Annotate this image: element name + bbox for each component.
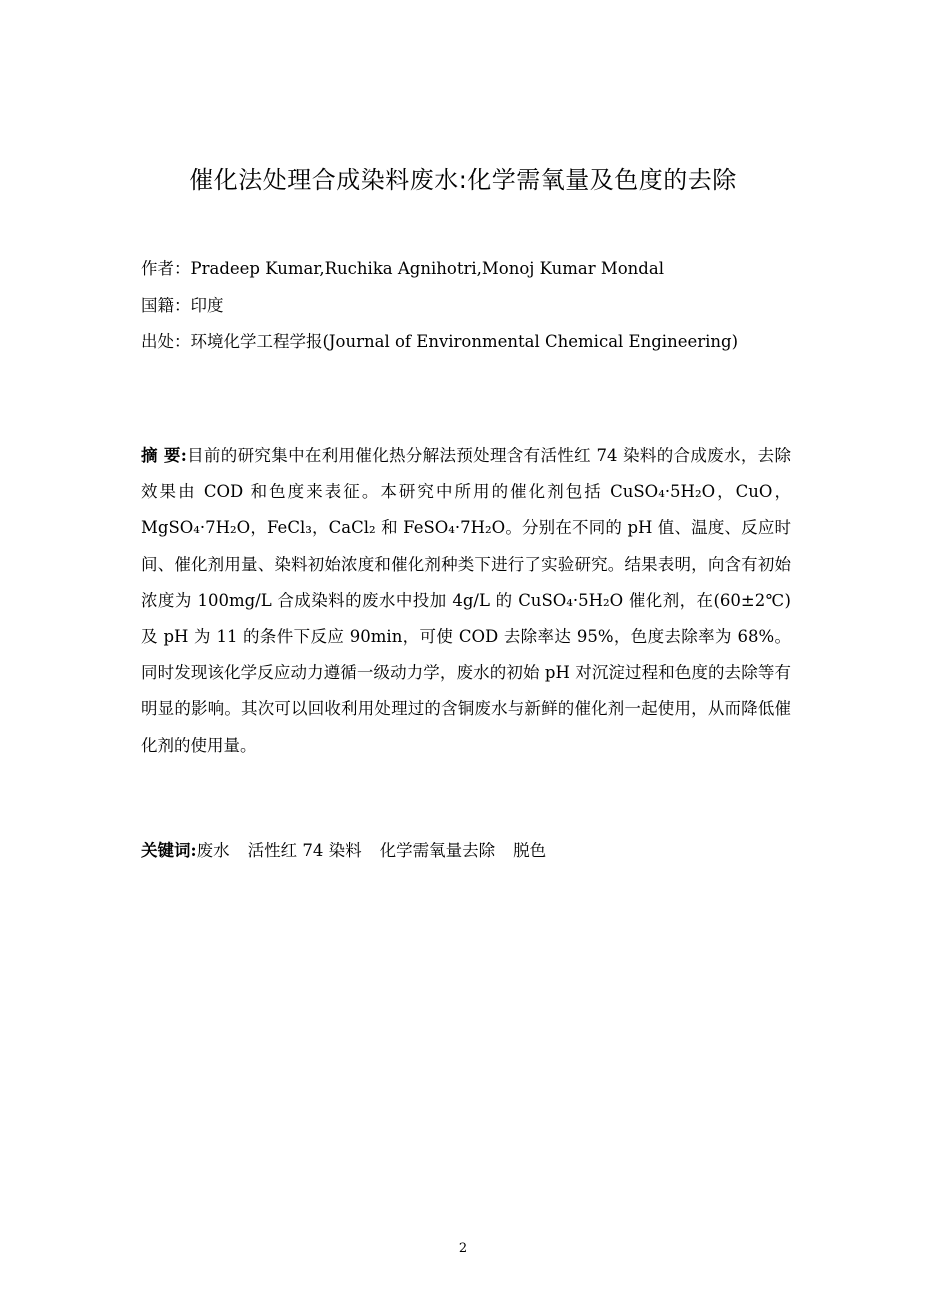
keywords-label: 关键词: — [141, 841, 197, 860]
keywords-line — [141, 840, 791, 862]
keyword-item: 脱色 — [513, 841, 547, 860]
keyword-item: 废水 — [196, 841, 230, 860]
keyword-item: 活性红 74 染料 — [247, 841, 362, 860]
source-line — [141, 331, 801, 353]
abstract-label: 摘 要: — [141, 446, 187, 465]
source-label: 出处： — [141, 332, 191, 351]
author-value: Pradeep Kumar,Ruchika Agnihotri,Monoj Kumar Mondal — [190, 259, 664, 278]
keyword-item: 化学需氧量去除 — [379, 841, 496, 860]
abstract-paragraph — [141, 438, 791, 764]
page-number: 2 — [458, 1241, 468, 1256]
abstract-text: 目前的研究集中在利用催化热分解法预处理含有活性红 74 染料的合成废水，去除效果由 COD 和色度来表征。本研究中所用的催化剂包括 CuSO₄·5H₂O，CuO，MgSO₄·7H₂O，FeCl₃，CaCl₂ 和 FeSO₄·7H₂O。分别在不同的 pH 值、温度、反应时间、催化剂用量、染料初始浓度和催化剂种类下进行了实验研究。结果表明，向含有初始浓度为 100mg/L 合成染料的废水中投加 4g/L 的 CuSO₄·5H₂O 催化剂，在(60±2℃)及 pH 为 11 的条件下反应 90min，可使 COD 去除率达 95%，色度去除率为 68%。同时发现该化学反应动力遵循一级动力学，废水的初始 pH 对沉淀过程和色度的去除等有明显的影响。其次可以回收利用处理过的含铜废水与新鲜的催化剂一起使用，从而降低催化剂的使用量。 — [141, 446, 791, 755]
document-title: 催化法处理合成染料废水:化学需氧量及色度的去除 — [189, 166, 737, 194]
author-label: 作者： — [141, 259, 191, 278]
nationality-line — [141, 295, 801, 317]
nationality-value: 印度 — [190, 296, 224, 315]
author-line — [141, 258, 801, 280]
source-value: 环境化学工程学报(Journal of Environmental Chemical Engineering) — [190, 332, 739, 351]
nationality-label: 国籍： — [141, 296, 191, 315]
